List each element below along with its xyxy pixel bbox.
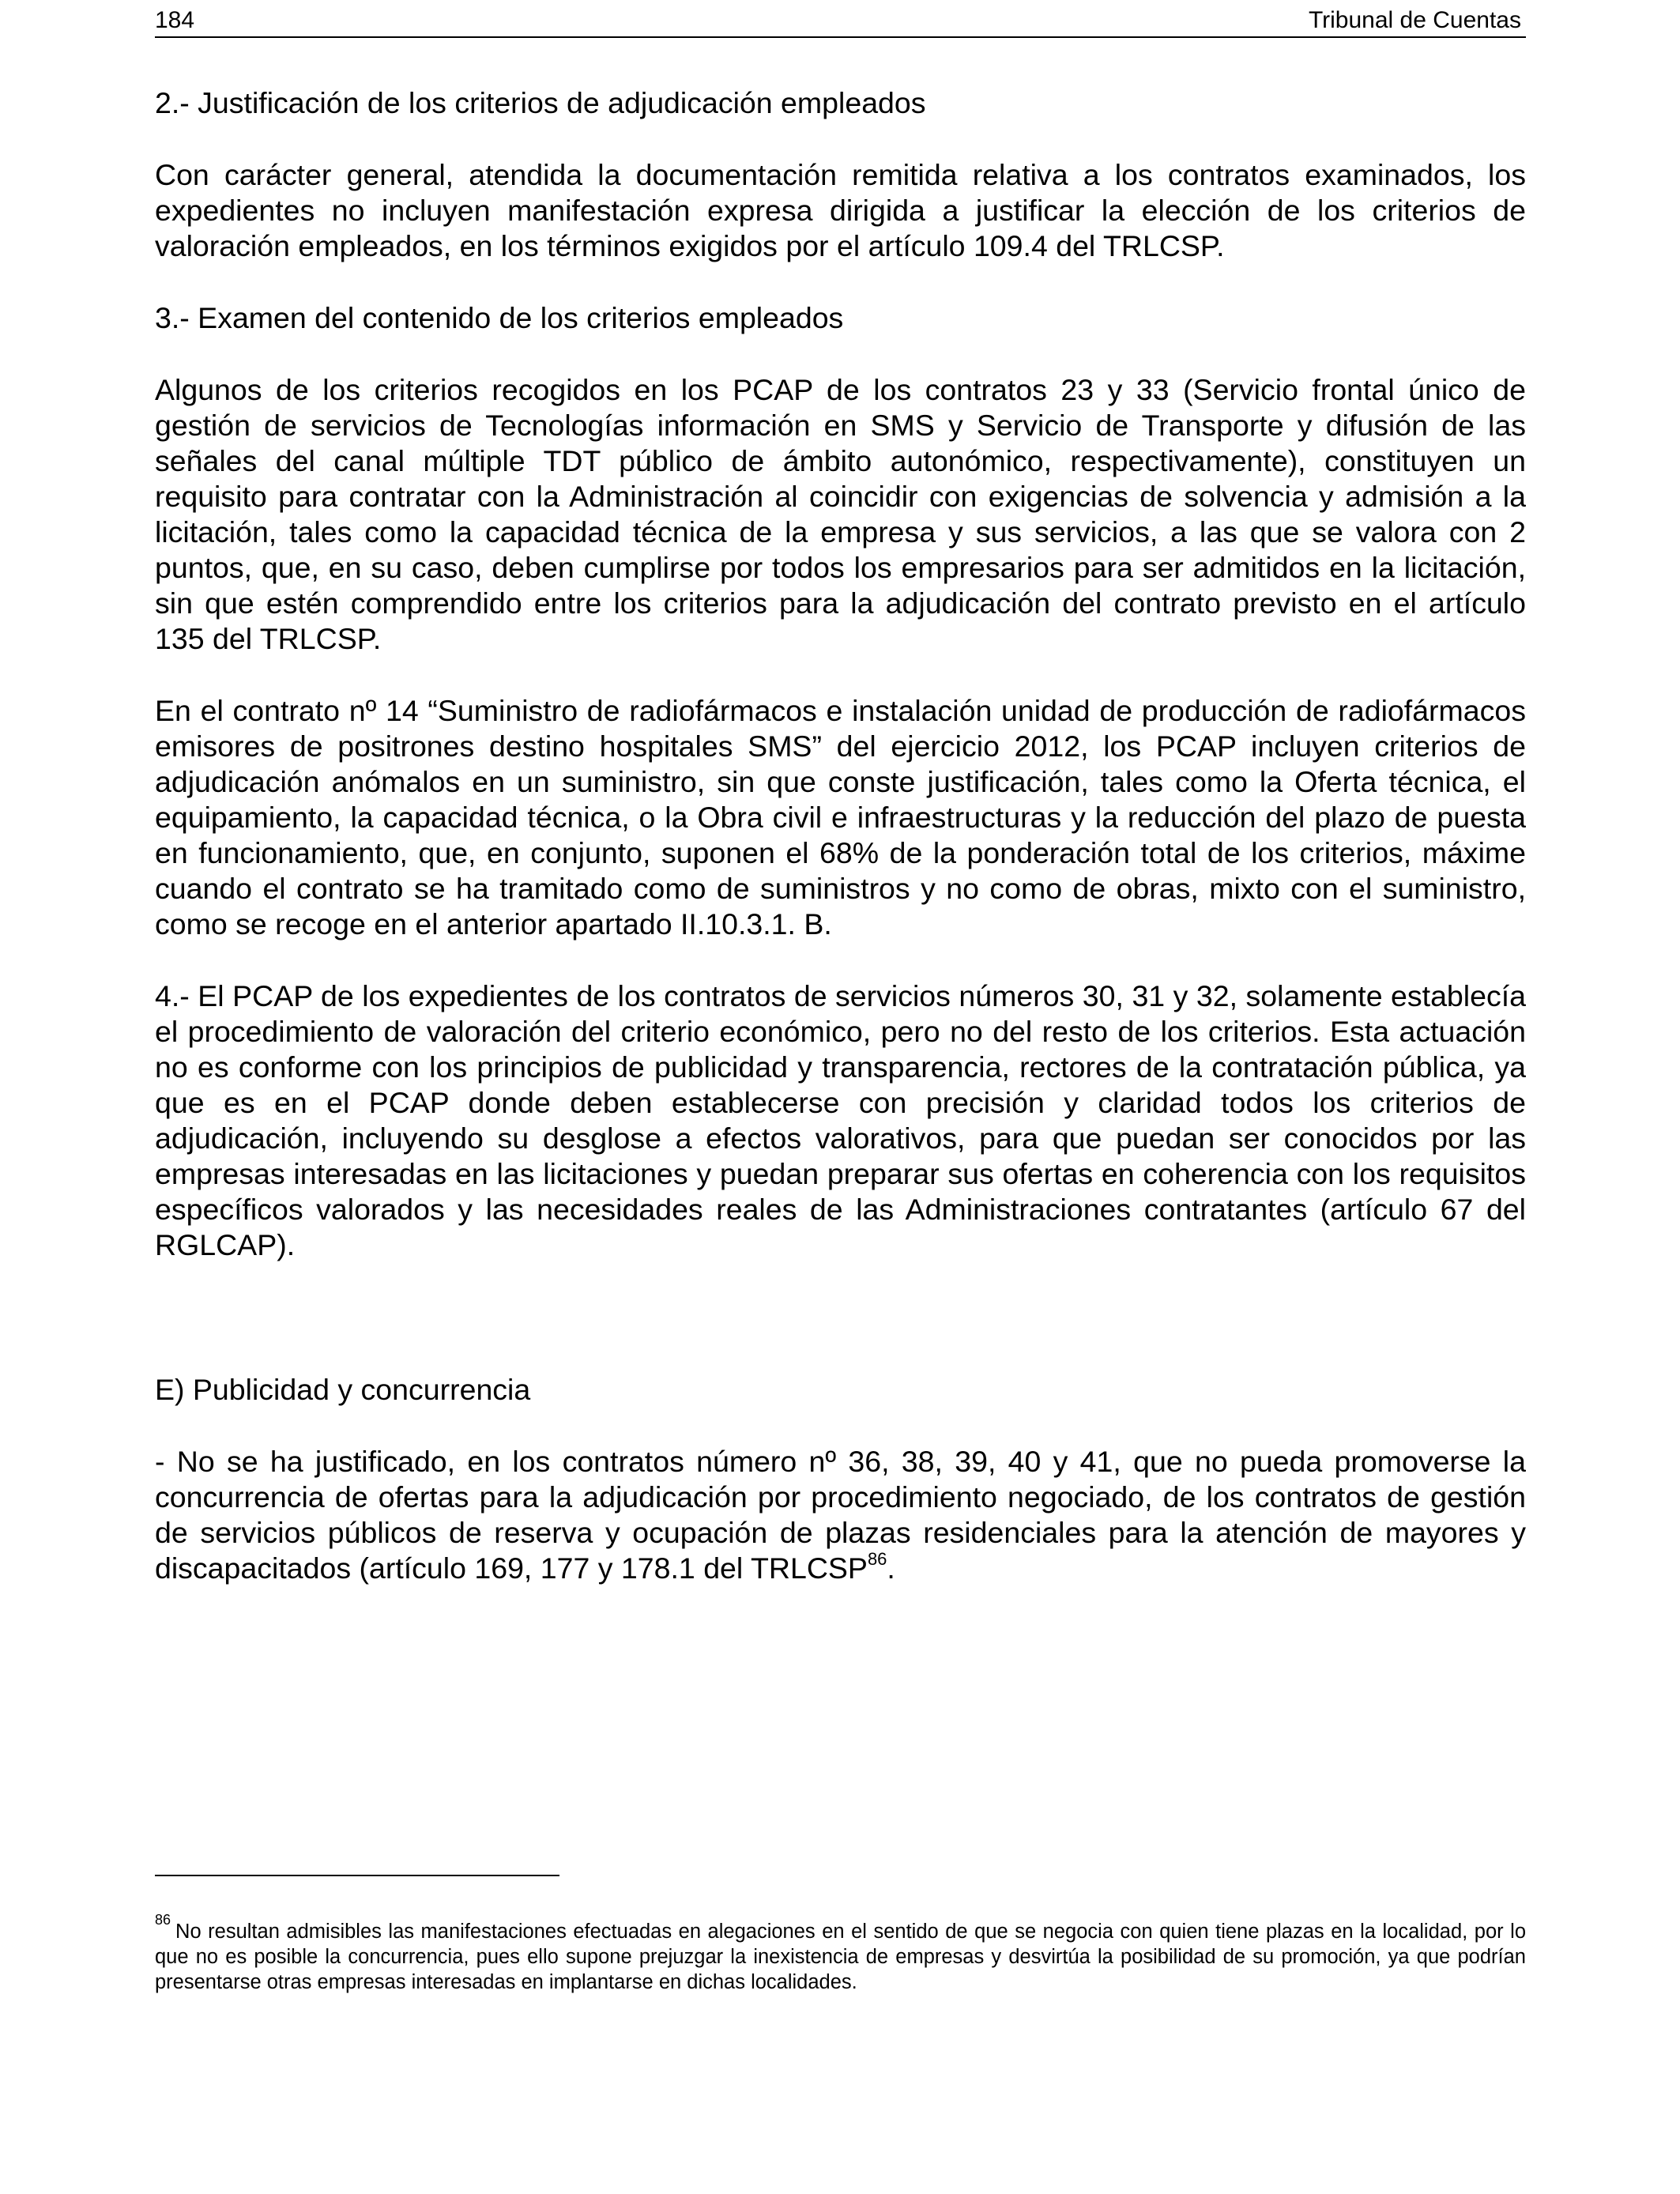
section-e-text: - No se ha justificado, en los contratos número nº 36, 38, 39, 40 y 41, que no pueda promoverse la concurrencia de ofertas para la adjudicación por procedimiento negociado, de los contratos de gestión de servicios públicos de reserva y ocupación de plazas residenciales para la atención de mayores y discapacitados (artículo 169, 177 y 178.1 del TRLCSP xyxy=(155,1445,1526,1585)
body-text xyxy=(155,85,1526,1623)
running-header xyxy=(155,5,1526,38)
footnote-separator xyxy=(155,1875,559,1876)
section-e-heading: E) Publicidad y concurrencia xyxy=(155,1373,531,1406)
footnote-number: 86 xyxy=(155,1911,171,1928)
section-4-paragraph: 4.- El PCAP de los expedientes de los contratos de servicios números 30, 31 y 32, solamente establecía el procedimiento de valoración del criterio económico, pero no del resto de los criterios. Esta actuación no es conforme con los principios de publicidad y transparencia, rectores de la contratación pública, ya que es en el PCAP donde deben establecerse con precisión y claridad todos los criterios de adjudicación, incluyendo su desglose a efectos valorativos, para que puedan ser conocidos por las empresas interesadas en las licitaciones y puedan preparar sus ofertas en coherencia con los requisitos específicos valorados y las necesidades reales de las Administraciones contratantes (artículo 67 del RGLCAP). xyxy=(155,979,1526,1261)
footnote-text: No resultan admisibles las manifestaciones efectuadas en alegaciones en el sentido de que se negocia con quien tiene plazas en la localidad, por lo que no es posible la concurrencia, pues ello supone prejuzgar la inexistencia de empresas y desvirtúa la posibilidad de su promoción, ya que podrían presentarse otras empresas interesadas en implantarse en dichas localidades. xyxy=(155,1921,1526,1993)
section-2-paragraph: Con carácter general, atendida la documentación remitida relativa a los contratos examinados, los expedientes no incluyen manifestación expresa dirigida a justificar la elección de los criterios de valoración empleados, en los términos exigidos por el artículo 109.4 del TRLCSP. xyxy=(155,158,1526,262)
footnote xyxy=(155,1911,1526,1995)
page-number: 184 xyxy=(155,7,195,33)
section-3-paragraph-1: Algunos de los criterios recogidos en los PCAP de los contratos 23 y 33 (Servicio frontal único de gestión de servicios de Tecnologías información en SMS y Servicio de Transporte y difusión de las señales del canal múltiple TDT público de ámbito autonómico, respectivamente), constituyen un requisito para contratar con la Administración al coincidir con exigencias de solvencia y admisión a la licitación, tales como la capacidad técnica de la empresa y sus servicios, a las que se valora con 2 puntos, que, en su caso, deben cumplirse por todos los empresarios para ser admitidos en la licitación, sin que estén comprendido entre los criterios para la adjudicación del contrato previsto en el artículo 135 del TRLCSP. xyxy=(155,373,1526,655)
section-e-paragraph xyxy=(155,1444,1526,1586)
section-3-paragraph-2: En el contrato nº 14 “Suministro de radiofármacos e instalación unidad de producción de radiofármacos emisores de positrones destino hospitales SMS” del ejercicio 2012, los PCAP incluyen criterios de adjudicación anómalos en un suministro, sin que conste justificación, tales como la Oferta técnica, el equipamiento, la capacidad técnica, o la Obra civil e infraestructuras y la reducción del plazo de puesta en funcionamiento, que, en conjunto, suponen el 68% de la ponderación total de los criterios, máxime cuando el contrato se ha tramitado como de suministros y no como de obras, mixto con el suministro, como se recoge en el anterior apartado II.10.3.1. B. xyxy=(155,694,1526,941)
section-spacer xyxy=(155,1299,1526,1372)
header-title: Tribunal de Cuentas xyxy=(1308,7,1521,33)
section-3-heading: 3.- Examen del contenido de los criterios empleados xyxy=(155,301,844,334)
section-e-text-end: . xyxy=(887,1551,895,1585)
footnote-reference[interactable]: 86 xyxy=(867,1548,887,1569)
section-2-heading: 2.- Justificación de los criterios de adjudicación empleados xyxy=(155,86,926,119)
document-page xyxy=(155,0,1526,2194)
